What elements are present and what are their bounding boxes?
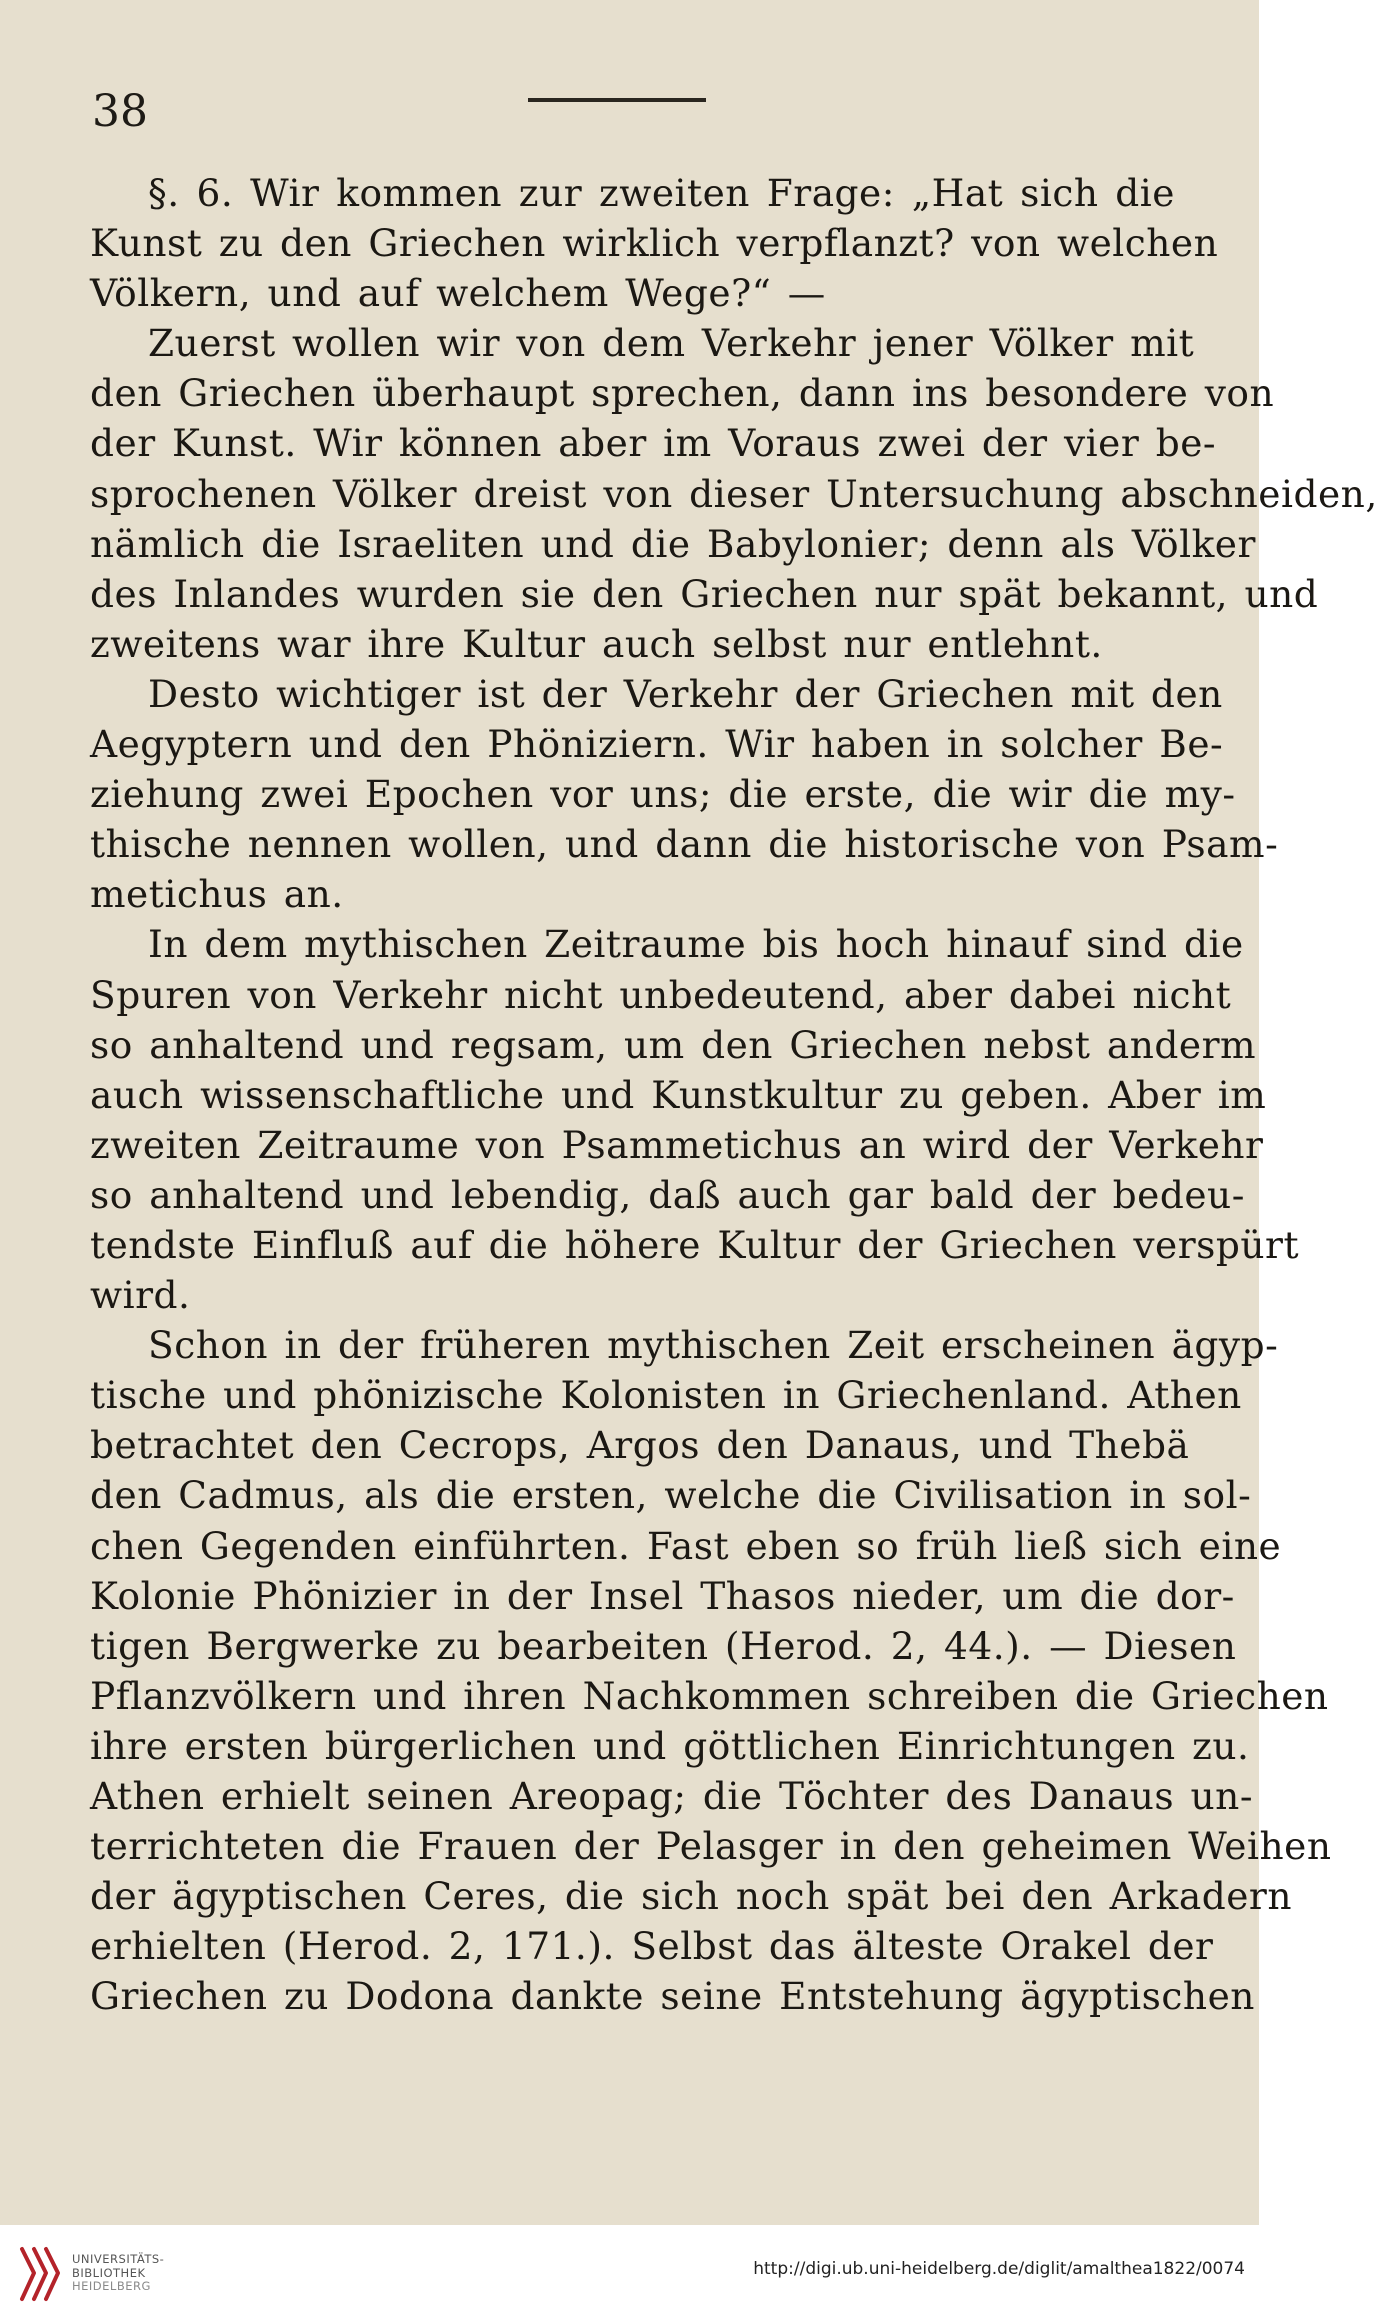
text-line: des Inlandes wurden sie den Griechen nur spät bekannt, und: [90, 571, 1319, 616]
text-line: In dem mythischen Zeitraume bis hoch hinauf sind die: [148, 922, 1244, 967]
text-line: Zuerst wollen wir von dem Verkehr jener Völker mit: [148, 321, 1195, 366]
text-line: sprochenen Völker dreist von dieser Untersuchung abschneiden,: [90, 471, 1378, 516]
text-line: tendste Einfluß auf die höhere Kultur der Griechen verspürt: [90, 1222, 1300, 1267]
text-line: den Cadmus, als die ersten, welche die Civilisation in sol-: [90, 1473, 1252, 1518]
text-line: Völkern, und auf welchem Wege?“ —: [90, 271, 826, 316]
text-line: erhielten (Herod. 2, 171.). Selbst das älteste Orakel der: [90, 1924, 1214, 1969]
text-line: Desto wichtiger ist der Verkehr der Griechen mit den: [148, 671, 1223, 716]
header-rule: [528, 98, 706, 102]
text-line: wird.: [90, 1273, 191, 1318]
text-line: chen Gegenden einführten. Fast eben so früh ließ sich eine: [90, 1523, 1282, 1568]
text-line: nämlich die Israeliten und die Babylonier; denn als Völker: [90, 521, 1256, 566]
body-text: [90, 168, 1378, 2021]
text-line: Spuren von Verkehr nicht unbedeutend, aber dabei nicht: [90, 972, 1232, 1017]
text-line: Kolonie Phönizier in der Insel Thasos nieder, um die dor-: [90, 1573, 1235, 1618]
text-line: den Griechen überhaupt sprechen, dann ins besondere von: [90, 371, 1275, 416]
library-name: [72, 2253, 164, 2294]
text-line: der ägyptischen Ceres, die sich noch spät bei den Arkadern: [90, 1874, 1292, 1919]
text-line: auch wissenschaftliche und Kunstkultur zu geben. Aber im: [90, 1072, 1267, 1117]
text-line: Athen erhielt seinen Areopag; die Töchter des Danaus un-: [90, 1774, 1253, 1818]
library-name-line1: UNIVERSITÄTS-: [72, 2252, 165, 2266]
text-line: Griechen zu Dodona dankte seine Entstehung ägyptischen: [90, 1974, 1255, 2019]
text-line: §. 6. Wir kommen zur zweiten Frage: „Hat sich die: [148, 171, 1175, 215]
text-line: ihre ersten bürgerlichen und göttlichen Einrichtungen zu.: [90, 1723, 1250, 1768]
heidelberg-library-logo-icon: [14, 2243, 62, 2305]
text-line: so anhaltend und lebendig, daß auch gar bald der bedeu-: [90, 1172, 1245, 1217]
text-line: Aegyptern und den Phöniziern. Wir haben in solcher Be-: [90, 722, 1224, 767]
text-line: zweitens war ihre Kultur auch selbst nur entlehnt.: [90, 621, 1103, 666]
text-line: ziehung zwei Epochen vor uns; die erste, die wir die my-: [90, 772, 1236, 817]
library-name-line2: BIBLIOTHEK: [72, 2265, 146, 2280]
page-number: 38: [92, 86, 148, 137]
text-line: metichus an.: [90, 872, 344, 917]
text-line: der Kunst. Wir können aber im Voraus zwei der vier be-: [90, 421, 1217, 466]
library-name-line3: HEIDELBERG: [72, 2279, 151, 2293]
text-line: tigen Bergwerke zu bearbeiten (Herod. 2, 44.). — Diesen: [90, 1623, 1237, 1668]
text-line: tische und phönizische Kolonisten in Griechenland. Athen: [90, 1373, 1242, 1418]
text-line: thische nennen wollen, und dann die historische von Psam-: [90, 822, 1279, 867]
footer-bar: [0, 2225, 1259, 2322]
text-line: so anhaltend und regsam, um den Griechen nebst anderm: [90, 1022, 1257, 1067]
text-line: terrichteten die Frauen der Pelasger in den geheimen Weihen: [90, 1824, 1332, 1869]
source-url[interactable]: http://digi.ub.uni-heidelberg.de/diglit/amalthea1822/0074: [753, 2259, 1245, 2279]
text-line: Schon in der früheren mythischen Zeit erscheinen ägyp-: [148, 1323, 1279, 1368]
text-line: betrachtet den Cecrops, Argos den Danaus, und Thebä: [90, 1423, 1190, 1468]
text-line: Kunst zu den Griechen wirklich verpflanzt? von welchen: [90, 221, 1219, 266]
text-line: Pflanzvölkern und ihren Nachkommen schreiben die Griechen: [90, 1673, 1329, 1718]
text-line: zweiten Zeitraume von Psammetichus an wird der Verkehr: [90, 1122, 1264, 1167]
